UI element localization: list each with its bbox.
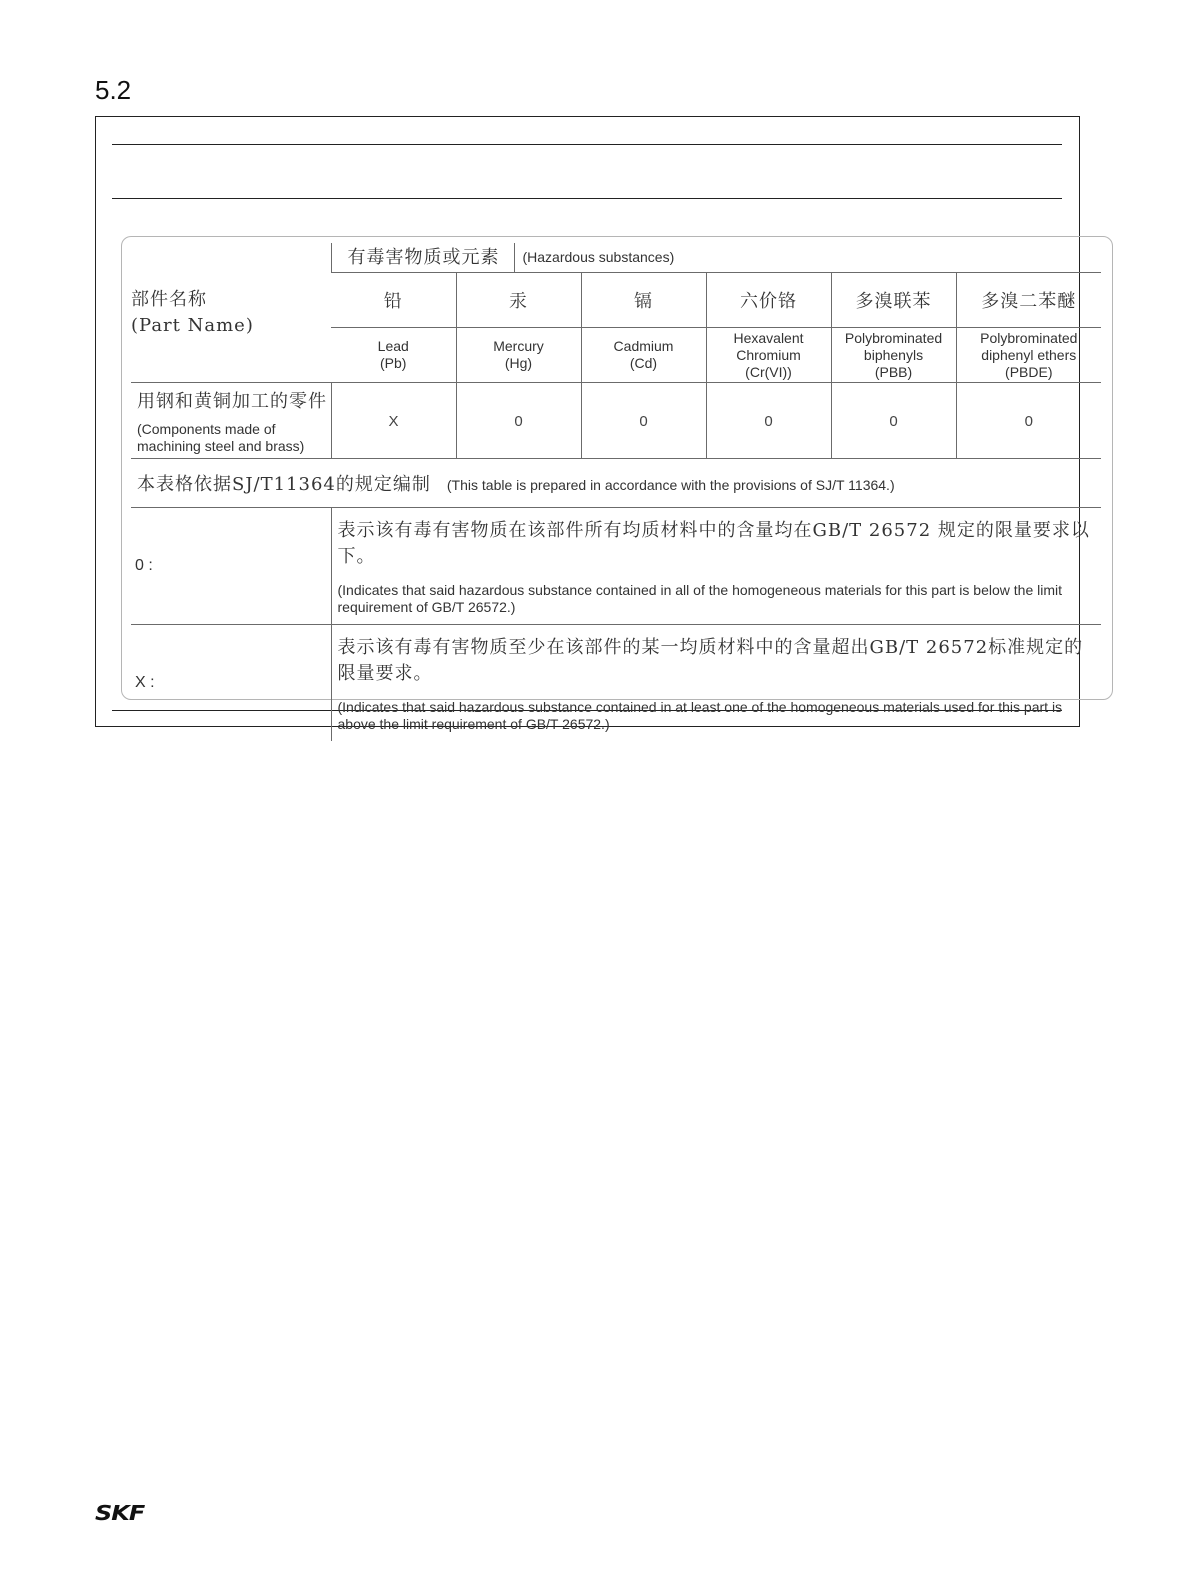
skf-logo: SKF [95, 1501, 145, 1525]
substance-cn-chromium: 六价铬 [706, 273, 831, 328]
rohs-hazardous-substances-table [131, 243, 1101, 741]
legend-zero-cn: 表示该有毒有害物质在该部件所有均质材料中的含量均在GB/T 26572 规定的限量要求以下。 [337, 520, 1090, 567]
standard-note [131, 459, 1101, 508]
value-mercury: 0 [456, 383, 581, 459]
divider-line-second [112, 198, 1062, 199]
legend-x-text [331, 625, 1101, 742]
part-name-header [131, 243, 331, 383]
standard-note-en: (This table is prepared in accordance with the provisions of SJ/T 11364.) [446, 477, 895, 493]
value-pbb: 0 [831, 383, 956, 459]
legend-x-cn: 表示该有毒有害物质至少在该部件的某一均质材料中的含量超出GB/T 26572标准规定的限量要求。 [337, 637, 1084, 684]
hazardous-substances-header [331, 243, 1101, 273]
component-en: (Components made of machining steel and brass) [137, 420, 305, 454]
substance-en-lead: Lead (Pb) [331, 328, 456, 383]
hazardous-label-cn: 有毒害物质或元素 [332, 243, 515, 272]
section-number: 5.2 [95, 75, 132, 105]
legend-zero-text [331, 508, 1101, 625]
value-cadmium: 0 [581, 383, 706, 459]
component-row-label [131, 383, 331, 459]
part-name-en: (Part Name) [131, 314, 254, 336]
legend-symbol-zero: 0 : [131, 508, 331, 625]
substance-cn-cadmium: 镉 [581, 273, 706, 328]
substance-cn-lead: 铅 [331, 273, 456, 328]
value-pbde: 0 [956, 383, 1101, 459]
standard-note-cn: 本表格依据SJ/T11364的规定编制 [137, 474, 431, 495]
divider-line-top [112, 144, 1062, 145]
substance-cn-mercury: 汞 [456, 273, 581, 328]
value-lead: X [331, 383, 456, 459]
substance-en-chromium: Hexavalent Chromium (Cr(VI)) [706, 328, 831, 383]
substance-en-mercury: Mercury (Hg) [456, 328, 581, 383]
substance-cn-pbb: 多溴联苯 [831, 273, 956, 328]
legend-symbol-x: X : [131, 625, 331, 742]
legend-zero-en: (Indicates that said hazardous substance contained in all of the homogeneous materials for this part is below the limit requirement of GB/T 26572.) [337, 582, 1063, 615]
hazardous-label-en: (Hazardous substances) [522, 249, 675, 265]
substance-en-pbb: Polybrominated biphenyls (PBB) [831, 328, 956, 383]
substance-cn-pbde: 多溴二苯醚 [956, 273, 1101, 328]
part-name-cn: 部件名称 [131, 288, 207, 310]
value-chromium: 0 [706, 383, 831, 459]
legend-x-en: (Indicates that said hazardous substance contained in at least one of the homogeneous materials used for this part is above the limit requirement of GB/T 26572.) [337, 699, 1063, 732]
substance-en-pbde: Polybrominated diphenyl ethers (PBDE) [956, 328, 1101, 383]
substance-en-cadmium: Cadmium (Cd) [581, 328, 706, 383]
component-cn: 用钢和黄铜加工的零件 [137, 390, 327, 412]
